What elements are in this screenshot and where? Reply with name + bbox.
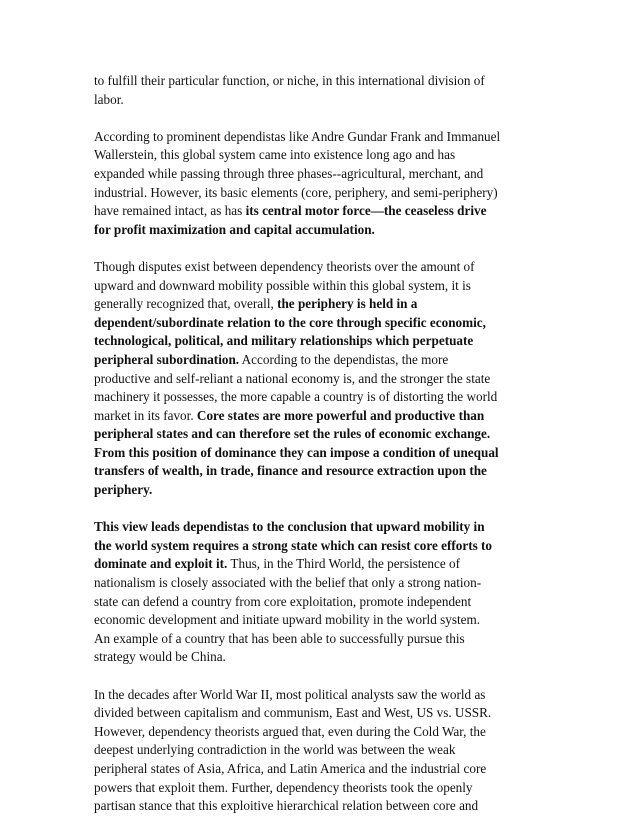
text-line (94, 146, 542, 165)
bold-text-run: dependent/subordinate relation to the core through specific economic, (94, 314, 486, 330)
text-line (94, 723, 542, 742)
text-line (94, 407, 542, 426)
text-line (94, 258, 542, 277)
text-line (94, 462, 542, 481)
text-line (94, 425, 542, 444)
paragraph (94, 128, 542, 240)
bold-text-run: This view leads dependistas to the conclusion that upward mobility in (94, 519, 485, 535)
bold-text-run: transfers of wealth, in trade, finance and resource extraction upon the (94, 463, 487, 479)
text-line (94, 555, 542, 574)
text-run: According to the dependistas, the more (239, 351, 449, 367)
text-line (94, 537, 542, 556)
text-run: productive and self-reliant a national economy is, and the stronger the state (94, 370, 491, 386)
text-run: peripheral states of Asia, Africa, and Latin America and the industrial core (94, 760, 487, 776)
text-run: In the decades after World War II, most political analysts saw the world as (94, 686, 486, 702)
text-line (94, 332, 542, 351)
text-line (94, 277, 542, 296)
paragraph (94, 686, 542, 816)
text-line (94, 351, 542, 370)
bold-text-run: for profit maximization and capital accumulation. (94, 221, 375, 237)
text-line (94, 91, 542, 110)
paragraph (94, 258, 542, 500)
text-line (94, 518, 542, 537)
text-run: However, dependency theorists argued that, even during the Cold War, the (94, 723, 486, 739)
bold-text-run: its central motor force—the ceaseless drive (245, 203, 487, 219)
text-run: generally recognized that, overall, (94, 296, 278, 312)
text-run: divided between capitalism and communism, East and West, US vs. USSR. (94, 705, 492, 721)
text-line (94, 72, 542, 91)
text-line (94, 648, 542, 667)
text-line (94, 797, 542, 816)
text-run: partisan stance that this exploitive hierarchical relation between core and (94, 798, 479, 814)
text-run: market in its favor. (94, 407, 197, 423)
text-line (94, 370, 542, 389)
text-run: Though disputes exist between dependency theorists over the amount of (94, 258, 475, 274)
text-run: nationalism is closely associated with the belief that only a strong nation- (94, 575, 482, 591)
bold-text-run: peripheral states and can therefore set the rules of economic exchange. (94, 426, 491, 442)
text-run: Wallerstein, this global system came into existence long ago and has (94, 147, 456, 163)
bold-text-run: dominate and exploit it. (94, 556, 228, 572)
text-run: economic development and initiate upward mobility in the world system. (94, 612, 481, 628)
text-run: expanded while passing through three phases--agricultural, merchant, and (94, 165, 484, 181)
text-line (94, 686, 542, 705)
text-line (94, 741, 542, 760)
text-line (94, 221, 542, 240)
text-run: deepest underlying contradiction in the world was between the weak (94, 742, 456, 758)
text-line (94, 202, 542, 221)
text-run: powers that exploit them. Further, dependency theorists took the openly (94, 779, 473, 795)
text-run: industrial. However, its basic elements (core, periphery, and semi-periphery) (94, 184, 498, 200)
text-run: machinery it possesses, the more capable a country is of distorting the world (94, 389, 498, 405)
paragraph (94, 72, 542, 109)
text-run: strategy would be China. (94, 649, 226, 665)
bold-text-run: From this position of dominance they can impose a condition of unequal (94, 444, 499, 460)
bold-text-run: peripheral subordination. (94, 351, 240, 367)
text-line (94, 295, 542, 314)
text-run: to fulfill their particular function, or niche, in this international division of (94, 73, 485, 88)
text-line (94, 630, 542, 649)
text-line (94, 481, 542, 500)
text-line (94, 593, 542, 612)
text-run: An example of a country that has been able to successfully pursue this (94, 630, 465, 646)
bold-text-run: the world system requires a strong state which can resist core efforts to (94, 537, 492, 553)
text-run: have remained intact, as has (94, 203, 246, 219)
text-line (94, 184, 542, 203)
bold-text-run: periphery. (94, 482, 153, 498)
bold-text-run: technological, political, and military relationships which perpetuate (94, 333, 474, 349)
text-line (94, 165, 542, 184)
paragraph (94, 518, 542, 667)
text-run: state can defend a country from core exploitation, promote independent (94, 593, 472, 609)
text-run: labor. (94, 91, 124, 107)
text-line (94, 128, 542, 147)
text-run: Thus, in the Third World, the persistence of (227, 556, 460, 572)
text-line (94, 611, 542, 630)
text-line (94, 779, 542, 798)
bold-text-run: the periphery is held in a (277, 296, 418, 312)
text-run: According to prominent dependistas like Andre Gundar Frank and Immanuel (94, 128, 501, 144)
text-line (94, 704, 542, 723)
document-page (94, 72, 542, 834)
text-run: upward and downward mobility possible within this global system, it is (94, 277, 471, 293)
text-line (94, 760, 542, 779)
text-line (94, 444, 542, 463)
text-line (94, 574, 542, 593)
text-line (94, 388, 542, 407)
bold-text-run: Core states are more powerful and productive than (196, 407, 485, 423)
text-line (94, 314, 542, 333)
